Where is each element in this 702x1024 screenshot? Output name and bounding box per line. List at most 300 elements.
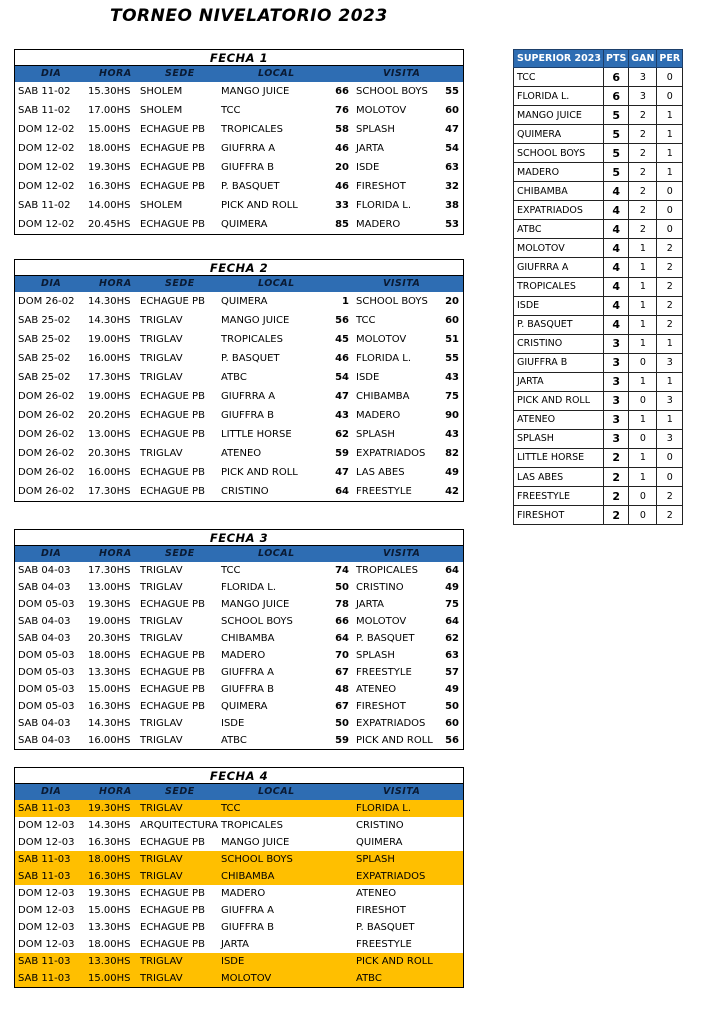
match-row [15, 196, 463, 215]
fecha-header-row [15, 276, 463, 292]
match-row [15, 647, 463, 664]
fecha-title: FECHA 2 [15, 260, 463, 276]
home-score: 64 [335, 633, 349, 644]
match-day: SAB 25-02 [18, 315, 71, 326]
home-score: 20 [335, 162, 349, 173]
standings-pts: 4 [604, 258, 629, 277]
away-team: TCC [356, 315, 376, 326]
standings-team: MOLOTOV [514, 239, 604, 258]
standings-table [513, 49, 683, 525]
match-day: SAB 11-03 [18, 871, 71, 882]
standings-gan: 2 [629, 144, 657, 163]
standings-row [514, 410, 683, 429]
match-time: 15.00HS [88, 973, 131, 984]
standings-gan: 2 [629, 125, 657, 144]
fecha-4-table [14, 767, 464, 988]
standings-gan: 1 [629, 448, 657, 467]
standings-row [514, 125, 683, 144]
standings-team: CHIBAMBA [514, 182, 604, 201]
match-time: 17.30HS [88, 372, 131, 383]
fecha-header-row [15, 784, 463, 800]
home-score: 66 [335, 616, 349, 627]
match-row [15, 936, 463, 953]
match-day: SAB 25-02 [18, 372, 71, 383]
away-team: TROPICALES [356, 565, 418, 576]
standings-pts: 5 [604, 125, 629, 144]
standings-gan: 1 [629, 372, 657, 391]
home-score: 54 [335, 372, 349, 383]
match-row [15, 715, 463, 732]
away-team: FREESTYLE [356, 486, 412, 497]
home-score: 67 [335, 701, 349, 712]
match-day: SAB 04-03 [18, 582, 71, 593]
standings-team: P. BASQUET [514, 315, 604, 334]
header-visita: VISITA [383, 68, 421, 79]
standings-team: CRISTINO [514, 334, 604, 353]
home-team: ATBC [221, 735, 247, 746]
standings-per: 1 [657, 144, 683, 163]
match-row [15, 732, 463, 749]
match-venue: ECHAGUE PB [140, 599, 205, 610]
match-day: DOM 12-03 [18, 922, 75, 933]
match-row [15, 613, 463, 630]
standings-per: 2 [657, 506, 683, 525]
match-row [15, 215, 463, 234]
away-score: 62 [445, 633, 459, 644]
match-time: 19.30HS [88, 599, 131, 610]
standings-pts: 5 [604, 106, 629, 125]
match-venue: ECHAGUE PB [140, 922, 205, 933]
match-day: SAB 25-02 [18, 353, 71, 364]
away-team: CRISTINO [356, 582, 404, 593]
match-row [15, 120, 463, 139]
away-team: JARTA [356, 599, 385, 610]
standings-gan: 0 [629, 391, 657, 410]
match-day: SAB 04-03 [18, 565, 71, 576]
standings-pts: 2 [604, 467, 629, 486]
away-team: MADERO [356, 219, 401, 230]
match-day: DOM 26-02 [18, 410, 75, 421]
match-time: 15.00HS [88, 684, 131, 695]
home-score: 33 [335, 200, 349, 211]
match-row [15, 349, 463, 368]
match-day: DOM 05-03 [18, 684, 75, 695]
match-day: SAB 04-03 [18, 735, 71, 746]
match-day: DOM 12-03 [18, 905, 75, 916]
standings-team: LITTLE HORSE [514, 448, 604, 467]
match-day: SAB 11-03 [18, 803, 71, 814]
match-day: DOM 26-02 [18, 486, 75, 497]
standings-row [514, 220, 683, 239]
home-team: MADERO [221, 650, 266, 661]
match-day: DOM 26-02 [18, 296, 75, 307]
header-dia: DIA [41, 278, 62, 289]
match-time: 18.00HS [88, 854, 131, 865]
standings-per: 0 [657, 220, 683, 239]
away-team: LAS ABES [356, 467, 405, 478]
standings-header-row [514, 50, 683, 68]
home-team: GIUFFRA B [221, 684, 274, 695]
match-venue: TRIGLAV [140, 582, 183, 593]
away-team: SPLASH [356, 124, 395, 135]
page-title: TORNEO NIVELATORIO 2023 [110, 6, 388, 26]
home-score: 56 [335, 315, 349, 326]
fecha-rows [15, 800, 463, 987]
standings-gan: 1 [629, 410, 657, 429]
home-team: TCC [221, 565, 241, 576]
standings-row [514, 277, 683, 296]
home-team: FLORIDA L. [221, 582, 277, 593]
standings-per: 3 [657, 391, 683, 410]
home-team: TROPICALES [221, 820, 283, 831]
match-day: DOM 26-02 [18, 448, 75, 459]
header-visita: VISITA [383, 278, 421, 289]
match-row [15, 482, 463, 501]
standings-per: 0 [657, 182, 683, 201]
match-time: 19.00HS [88, 391, 131, 402]
home-team: GIUFRRA A [221, 391, 276, 402]
match-day: SAB 25-02 [18, 334, 71, 345]
match-row [15, 681, 463, 698]
away-score: 43 [445, 372, 459, 383]
standings-row [514, 201, 683, 220]
match-day: DOM 12-03 [18, 820, 75, 831]
standings-pts: 4 [604, 201, 629, 220]
standings-team: MADERO [514, 163, 604, 182]
away-team: ATENEO [356, 684, 397, 695]
away-team: CHIBAMBA [356, 391, 410, 402]
standings-per: 1 [657, 163, 683, 182]
match-day: DOM 12-03 [18, 888, 75, 899]
fecha-2-table [14, 259, 464, 502]
standings-row [514, 487, 683, 506]
home-score: 62 [335, 429, 349, 440]
away-score: 60 [445, 105, 459, 116]
match-time: 14.30HS [88, 296, 131, 307]
away-score: 55 [445, 86, 459, 97]
standings-per: 1 [657, 372, 683, 391]
match-venue: TRIGLAV [140, 854, 183, 865]
away-score: 20 [445, 296, 459, 307]
home-score: 47 [335, 467, 349, 478]
standings-per: 2 [657, 239, 683, 258]
home-team: GIUFFRA A [221, 667, 274, 678]
standings-gan: 2 [629, 182, 657, 201]
home-team: CHIBAMBA [221, 633, 275, 644]
away-team: EXPATRIADOS [356, 718, 426, 729]
standings-pts: 4 [604, 315, 629, 334]
standings-row [514, 258, 683, 277]
standings-pts: 4 [604, 239, 629, 258]
standings-row [514, 448, 683, 467]
match-day: SAB 04-03 [18, 718, 71, 729]
match-row [15, 953, 463, 970]
standings-gan: 1 [629, 277, 657, 296]
away-team: ISDE [356, 372, 380, 383]
match-row [15, 311, 463, 330]
match-venue: ECHAGUE PB [140, 219, 205, 230]
standings-team: SPLASH [514, 429, 604, 448]
standings-row [514, 467, 683, 486]
match-venue: TRIGLAV [140, 334, 183, 345]
match-time: 15.00HS [88, 905, 131, 916]
home-team: P. BASQUET [221, 181, 280, 192]
standings-per: 3 [657, 353, 683, 372]
home-team: PICK AND ROLL [221, 200, 298, 211]
match-venue: TRIGLAV [140, 718, 183, 729]
match-venue: TRIGLAV [140, 973, 183, 984]
away-score: 50 [445, 701, 459, 712]
match-time: 13.00HS [88, 582, 131, 593]
match-venue: TRIGLAV [140, 633, 183, 644]
match-time: 13.00HS [88, 429, 131, 440]
home-score: 47 [335, 391, 349, 402]
home-team: GIUFFRA B [221, 162, 274, 173]
home-team: MANGO JUICE [221, 837, 290, 848]
away-team: ATBC [356, 973, 382, 984]
match-time: 16.00HS [88, 735, 131, 746]
match-row [15, 292, 463, 311]
match-venue: TRIGLAV [140, 871, 183, 882]
match-row [15, 101, 463, 120]
match-venue: ECHAGUE PB [140, 486, 205, 497]
match-day: DOM 12-02 [18, 143, 75, 154]
away-score: 32 [445, 181, 459, 192]
home-team: GIUFFRA B [221, 922, 274, 933]
home-team: QUIMERA [221, 701, 268, 712]
home-team: GIUFFRA B [221, 410, 274, 421]
match-venue: ECHAGUE PB [140, 701, 205, 712]
home-team: CHIBAMBA [221, 871, 275, 882]
standings-row [514, 106, 683, 125]
match-row [15, 902, 463, 919]
standings-team: ISDE [514, 296, 604, 315]
standings-per: 0 [657, 87, 683, 106]
standings-team: QUIMERA [514, 125, 604, 144]
standings-team: JARTA [514, 372, 604, 391]
home-team: TCC [221, 803, 241, 814]
away-team: PICK AND ROLL [356, 735, 433, 746]
away-score: 47 [445, 124, 459, 135]
match-day: DOM 12-03 [18, 939, 75, 950]
match-day: DOM 26-02 [18, 429, 75, 440]
match-row [15, 177, 463, 196]
standings-row [514, 296, 683, 315]
match-venue: ECHAGUE PB [140, 837, 205, 848]
standings-gan: 0 [629, 487, 657, 506]
standings-per: 2 [657, 487, 683, 506]
standings-per: 1 [657, 334, 683, 353]
fecha-1-table [14, 49, 464, 235]
match-time: 14.30HS [88, 315, 131, 326]
header-sede: SEDE [165, 548, 195, 559]
standings-team: TROPICALES [514, 277, 604, 296]
match-row [15, 596, 463, 613]
standings-gan: 3 [629, 68, 657, 87]
home-team: MANGO JUICE [221, 599, 290, 610]
match-day: SAB 11-03 [18, 973, 71, 984]
standings-pts: 6 [604, 68, 629, 87]
match-row [15, 463, 463, 482]
standings-per: 0 [657, 467, 683, 486]
match-day: DOM 12-02 [18, 124, 75, 135]
match-row [15, 919, 463, 936]
home-score: 48 [335, 684, 349, 695]
standings-pts: 5 [604, 144, 629, 163]
match-row [15, 368, 463, 387]
match-row [15, 970, 463, 987]
standings-per: 0 [657, 68, 683, 87]
match-day: SAB 04-03 [18, 616, 71, 627]
match-row [15, 800, 463, 817]
away-team: PICK AND ROLL [356, 956, 433, 967]
home-score: 85 [335, 219, 349, 230]
match-day: DOM 12-03 [18, 837, 75, 848]
home-score: 78 [335, 599, 349, 610]
away-team: MADERO [356, 410, 401, 421]
match-venue: TRIGLAV [140, 448, 183, 459]
match-venue: ECHAGUE PB [140, 429, 205, 440]
match-time: 17.00HS [88, 105, 131, 116]
match-day: DOM 12-02 [18, 181, 75, 192]
standings-team: PICK AND ROLL [514, 391, 604, 410]
match-venue: TRIGLAV [140, 803, 183, 814]
match-time: 18.00HS [88, 650, 131, 661]
away-score: 55 [445, 353, 459, 364]
match-row [15, 562, 463, 579]
home-team: ISDE [221, 718, 245, 729]
away-team: SCHOOL BOYS [356, 86, 428, 97]
home-team: ATBC [221, 372, 247, 383]
fecha-header-row [15, 546, 463, 562]
match-row [15, 444, 463, 463]
header-local: LOCAL [258, 278, 295, 289]
match-time: 16.00HS [88, 353, 131, 364]
home-team: TROPICALES [221, 124, 283, 135]
away-team: FLORIDA L. [356, 200, 412, 211]
standings-team: FREESTYLE [514, 487, 604, 506]
match-venue: ECHAGUE PB [140, 162, 205, 173]
standings-gan: 1 [629, 334, 657, 353]
standings-gan: 2 [629, 106, 657, 125]
home-team: MOLOTOV [221, 973, 272, 984]
away-score: 63 [445, 162, 459, 173]
match-row [15, 406, 463, 425]
standings-gan: 2 [629, 201, 657, 220]
home-team: MANGO JUICE [221, 315, 290, 326]
fecha-title: FECHA 4 [15, 768, 463, 784]
match-day: SAB 11-02 [18, 200, 71, 211]
home-score: 66 [335, 86, 349, 97]
match-time: 14.30HS [88, 718, 131, 729]
match-time: 19.30HS [88, 803, 131, 814]
away-score: 42 [445, 486, 459, 497]
match-row [15, 387, 463, 406]
match-venue: ECHAGUE PB [140, 684, 205, 695]
home-score: 59 [335, 448, 349, 459]
away-team: JARTA [356, 143, 385, 154]
home-team: ISDE [221, 956, 245, 967]
match-venue: ECHAGUE PB [140, 181, 205, 192]
match-venue: ECHAGUE PB [140, 143, 205, 154]
away-team: ISDE [356, 162, 380, 173]
match-time: 13.30HS [88, 922, 131, 933]
match-day: DOM 05-03 [18, 650, 75, 661]
match-venue: ARQUITECTURA [140, 820, 219, 831]
home-team: QUIMERA [221, 296, 268, 307]
home-score: 50 [335, 582, 349, 593]
home-team: PICK AND ROLL [221, 467, 298, 478]
match-day: DOM 05-03 [18, 599, 75, 610]
match-row [15, 425, 463, 444]
away-score: 53 [445, 219, 459, 230]
standings-pts: 3 [604, 372, 629, 391]
standings-row [514, 429, 683, 448]
standings-team: GIUFRRA A [514, 258, 604, 277]
match-venue: ECHAGUE PB [140, 888, 205, 899]
match-time: 19.00HS [88, 616, 131, 627]
match-time: 18.00HS [88, 939, 131, 950]
match-time: 17.30HS [88, 486, 131, 497]
standings-pts: 3 [604, 429, 629, 448]
away-team: SCHOOL BOYS [356, 296, 428, 307]
match-time: 19.00HS [88, 334, 131, 345]
match-venue: ECHAGUE PB [140, 905, 205, 916]
match-row [15, 851, 463, 868]
header-local: LOCAL [258, 68, 295, 79]
standings-team: GIUFFRA B [514, 353, 604, 372]
match-row [15, 817, 463, 834]
standings-pts: 3 [604, 353, 629, 372]
home-score: 43 [335, 410, 349, 421]
away-team: CRISTINO [356, 820, 404, 831]
standings-gan: 0 [629, 506, 657, 525]
header-visita: VISITA [383, 548, 421, 559]
standings-gan: 1 [629, 239, 657, 258]
home-score: 45 [335, 334, 349, 345]
away-score: 49 [445, 467, 459, 478]
standings-per: 0 [657, 201, 683, 220]
match-row [15, 158, 463, 177]
fecha-title: FECHA 3 [15, 530, 463, 546]
match-time: 14.00HS [88, 200, 131, 211]
header-dia: DIA [41, 786, 62, 797]
match-time: 16.30HS [88, 871, 131, 882]
fecha-rows [15, 82, 463, 234]
header-hora: HORA [99, 68, 132, 79]
header-visita: VISITA [383, 786, 421, 797]
standings-row [514, 506, 683, 525]
away-team: FLORIDA L. [356, 803, 412, 814]
header-sede: SEDE [165, 68, 195, 79]
match-row [15, 834, 463, 851]
match-time: 14.30HS [88, 820, 131, 831]
standings-pts: 4 [604, 277, 629, 296]
away-score: 60 [445, 315, 459, 326]
standings-header-per: PER [657, 50, 683, 68]
standings-gan: 1 [629, 315, 657, 334]
away-team: MOLOTOV [356, 105, 407, 116]
home-team: QUIMERA [221, 219, 268, 230]
standings-row [514, 144, 683, 163]
standings-per: 0 [657, 448, 683, 467]
standings-row [514, 372, 683, 391]
standings-team: ATBC [514, 220, 604, 239]
home-score: 58 [335, 124, 349, 135]
away-team: P. BASQUET [356, 633, 415, 644]
header-hora: HORA [99, 786, 132, 797]
standings-pts: 5 [604, 163, 629, 182]
